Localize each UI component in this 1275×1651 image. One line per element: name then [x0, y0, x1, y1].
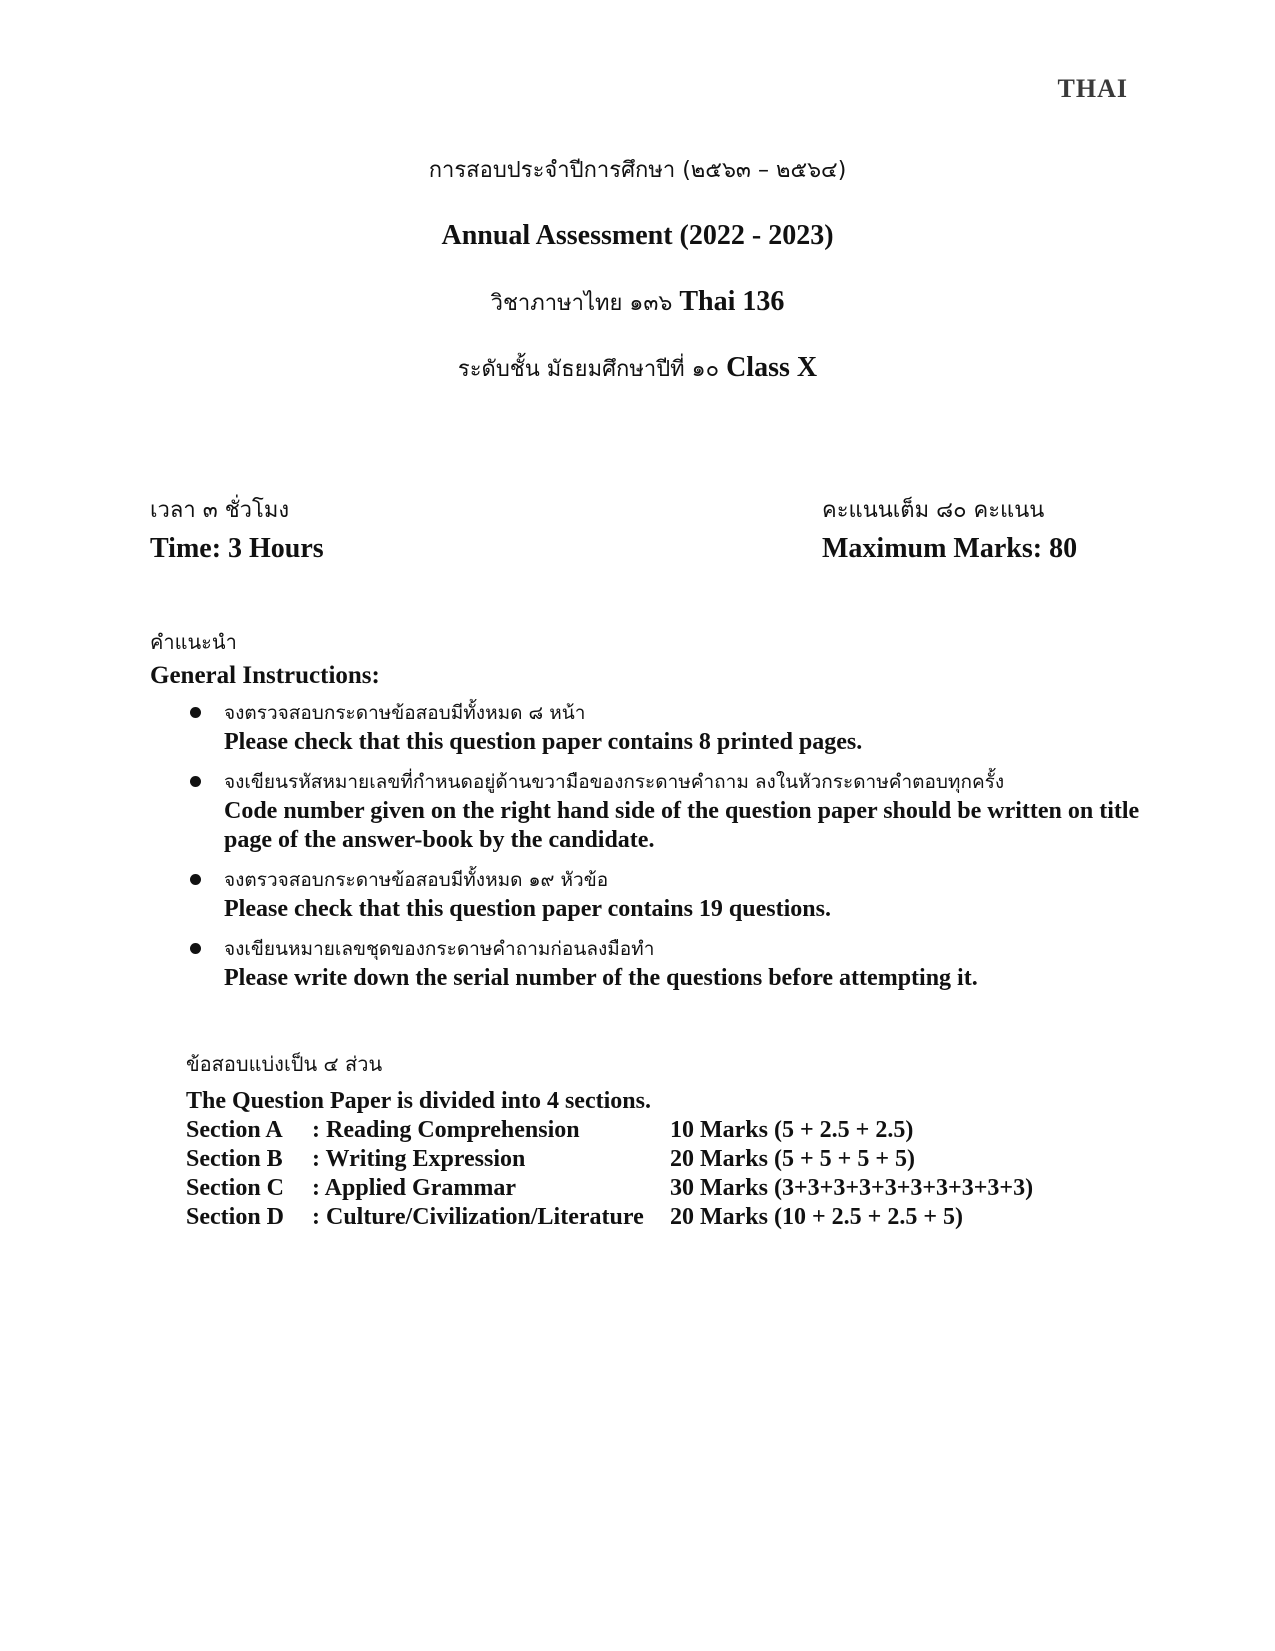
instructions-heading-en: General Instructions:	[150, 662, 380, 689]
section-topic: : Reading Comprehension	[312, 1117, 580, 1143]
section-name: Section C	[186, 1175, 284, 1201]
instructions-list	[150, 698, 1150, 993]
class-title	[0, 348, 1275, 414]
marks-en: Maximum Marks: 80	[822, 533, 1078, 564]
subject-title-en: Thai 136	[679, 286, 785, 317]
section-row	[186, 1116, 1166, 1145]
section-marks: 30 Marks (3+3+3+3+3+3+3+3+3+3)	[670, 1175, 1034, 1201]
class-title-en: Class X	[726, 352, 818, 383]
section-name: Section D	[186, 1204, 284, 1230]
section-name: Section A	[186, 1117, 283, 1143]
section-marks: 20 Marks (10 + 2.5 + 2.5 + 5)	[670, 1204, 964, 1230]
instructions-heading-thai: คำแนะนำ	[150, 630, 237, 654]
section-row	[186, 1174, 1166, 1203]
section-name: Section B	[186, 1146, 283, 1172]
instruction-item: จงเขียนหมายเลขชุดของกระดาษคำถามก่อนลงมือทำ Please write down the serial number of the questions before attempting it.	[150, 934, 1150, 993]
section-topic: : Writing Expression	[312, 1146, 526, 1172]
general-instructions	[150, 626, 1150, 1003]
instruction-item: จงตรวจสอบกระดาษข้อสอบมีทั้งหมด ๘ หน้า Please check that this question paper contains 8 printed pages.	[150, 698, 1150, 757]
marks-block	[822, 492, 1077, 565]
section-row	[186, 1203, 1166, 1232]
section-topic: : Culture/Civilization/Literature	[312, 1204, 644, 1230]
sections-heading-thai: ข้อสอบแบ่งเป็น ๔ ส่วน	[186, 1052, 383, 1076]
bullet-icon	[190, 874, 201, 885]
subject-corner-label: THAI	[1057, 74, 1128, 103]
subject-title-thai: วิชาภาษาไทย ๑๓๖	[490, 291, 673, 316]
assessment-title: Annual Assessment (2022 - 2023)	[441, 220, 834, 251]
section-topic: : Applied Grammar	[312, 1175, 516, 1201]
sections-summary	[186, 1048, 1166, 1232]
exam-title-thai: การสอบประจำปีการศึกษา (๒๕๖๓ – ๒๕๖๔)	[428, 158, 847, 183]
instruction-item: จงตรวจสอบกระดาษข้อสอบมีทั้งหมด ๑๙ หัวข้อ Please check that this question paper contains 19 questions.	[150, 865, 1150, 924]
exam-header	[0, 150, 1275, 414]
class-title-thai: ระดับชั้น มัธยมศึกษาปีที่ ๑๐	[457, 357, 720, 382]
time-en: Time: 3 Hours	[150, 533, 324, 564]
subject-title	[0, 282, 1275, 348]
time-block	[150, 492, 324, 565]
bullet-icon	[190, 776, 201, 787]
instruction-item: จงเขียนรหัสหมายเลขที่กำหนดอยู่ด้านขวามือของกระดาษคำถาม ลงในหัวกระดาษคำตอบทุกครั้ง Code number given on the right hand side of the question paper should be written on title page of the answer-book by the candidate.	[150, 767, 1150, 855]
section-marks: 20 Marks (5 + 5 + 5 + 5)	[670, 1146, 916, 1172]
marks-thai: คะแนนเต็ม ๘๐ คะแนน	[822, 498, 1045, 523]
sections-intro: The Question Paper is divided into 4 sections.	[186, 1088, 651, 1114]
section-marks: 10 Marks (5 + 2.5 + 2.5)	[670, 1117, 914, 1143]
bullet-icon	[190, 943, 201, 954]
time-thai: เวลา ๓ ชั่วโมง	[150, 498, 290, 523]
section-row	[186, 1145, 1166, 1174]
bullet-icon	[190, 707, 201, 718]
